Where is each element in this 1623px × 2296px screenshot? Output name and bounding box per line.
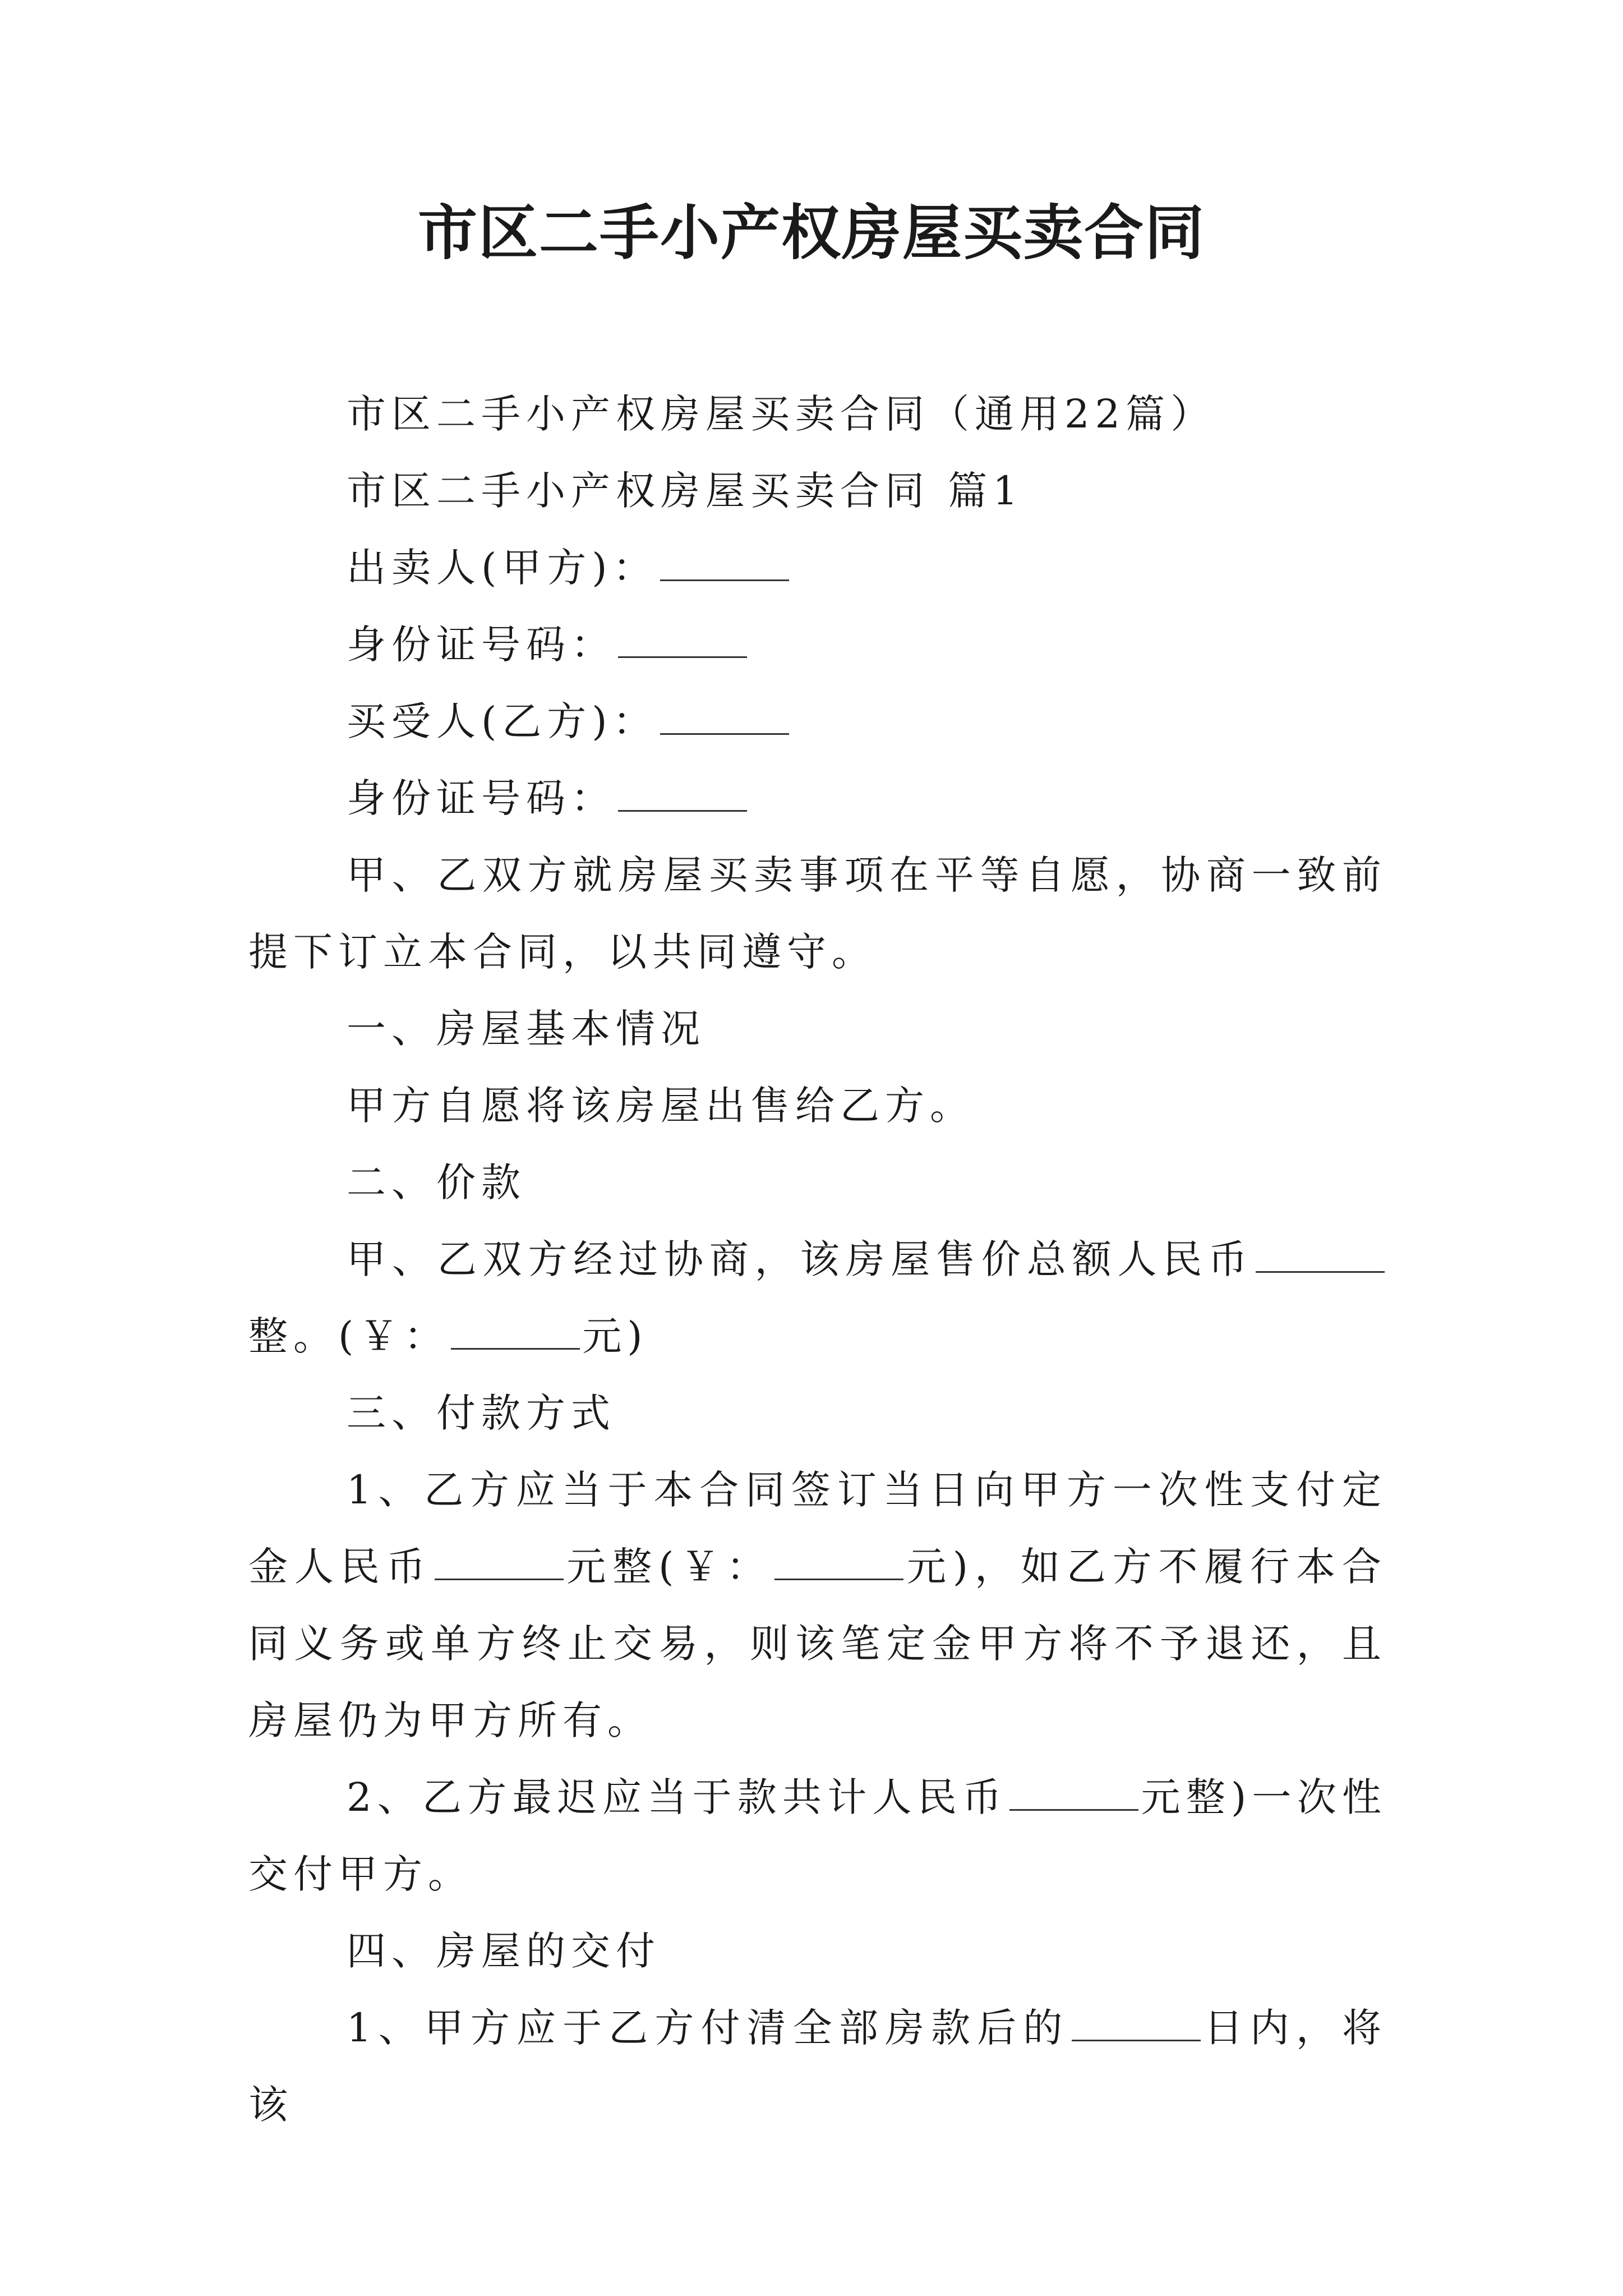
fill-in-blank [451,1317,580,1350]
paragraph [248,683,1387,760]
paragraph [248,1759,1387,1913]
paragraph-text: 市区二手小产权房屋买卖合同（通用22篇） [347,391,1216,437]
paragraph [248,837,1387,991]
paragraph-text: 元整)一次性交付甲方。 [248,1774,1387,1897]
paragraph-text: 出卖人(甲方)： [347,545,658,591]
paragraph-text: 身份证号码： [347,622,616,668]
fill-in-blank [618,779,747,812]
paragraph [248,1990,1387,2143]
paragraph [248,606,1387,683]
paragraph [248,991,1387,1068]
paragraph-text: 甲方自愿将该房屋出售给乙方。 [347,1083,975,1129]
paragraph-text: 甲、乙双方经过协商，该房屋售价总额人民币 [347,1236,1253,1282]
paragraph-text: 2、乙方最迟应当于款共计人民币 [347,1774,1008,1820]
paragraph [248,1375,1387,1452]
paragraph [248,376,1387,453]
paragraph-text: 买受人(乙方)： [347,698,658,744]
paragraph-text: 日内，将该 [248,2005,1387,2128]
fill-in-blank [1072,2008,1201,2041]
paragraph-text: 四、房屋的交付 [347,1928,661,1974]
paragraph [248,1221,1387,1375]
paragraph [248,530,1387,606]
fill-in-blank [618,625,747,658]
paragraph [248,760,1387,837]
fill-in-blank [435,1547,564,1580]
paragraph-text: 整。(￥： [248,1313,449,1359]
paragraph-text: 市区二手小产权房屋买卖合同 篇1 [347,468,1023,514]
paragraph-text: 身份证号码： [347,775,616,821]
document-body [248,376,1387,2143]
paragraph [248,1452,1387,1759]
document-title: 市区二手小产权房屋买卖合同 [418,197,1205,268]
paragraph-text: 元)，如乙方不履行本合同义务或单方终止交易，则该笔定金甲方将不予退还，且房屋仍为甲方所有。 [248,1544,1387,1743]
paragraph-text: 一、房屋基本情况 [347,1006,706,1052]
fill-in-blank [1256,1240,1385,1273]
fill-in-blank [1009,1778,1138,1811]
paragraph [248,1068,1387,1144]
fill-in-blank [660,548,789,581]
paragraph-text: 元整(￥： [565,1544,773,1590]
paragraph-text: 元) [582,1313,648,1359]
paragraph-text: 1、乙方应当于本合同签订当日向甲方一次性支付定金人民币 [248,1467,1387,1590]
fill-in-blank [774,1547,903,1580]
paragraph-text: 三、付款方式 [347,1390,616,1436]
paragraph-text: 二、价款 [347,1159,526,1205]
paragraph [248,1913,1387,1990]
paragraph-text: 1、甲方应于乙方付清全部房款后的 [347,2005,1069,2051]
paragraph [248,1144,1387,1221]
paragraph-text: 甲、乙双方就房屋买卖事项在平等自愿，协商一致前提下订立本合同，以共同遵守。 [248,852,1387,975]
fill-in-blank [660,702,789,735]
paragraph [248,453,1387,530]
